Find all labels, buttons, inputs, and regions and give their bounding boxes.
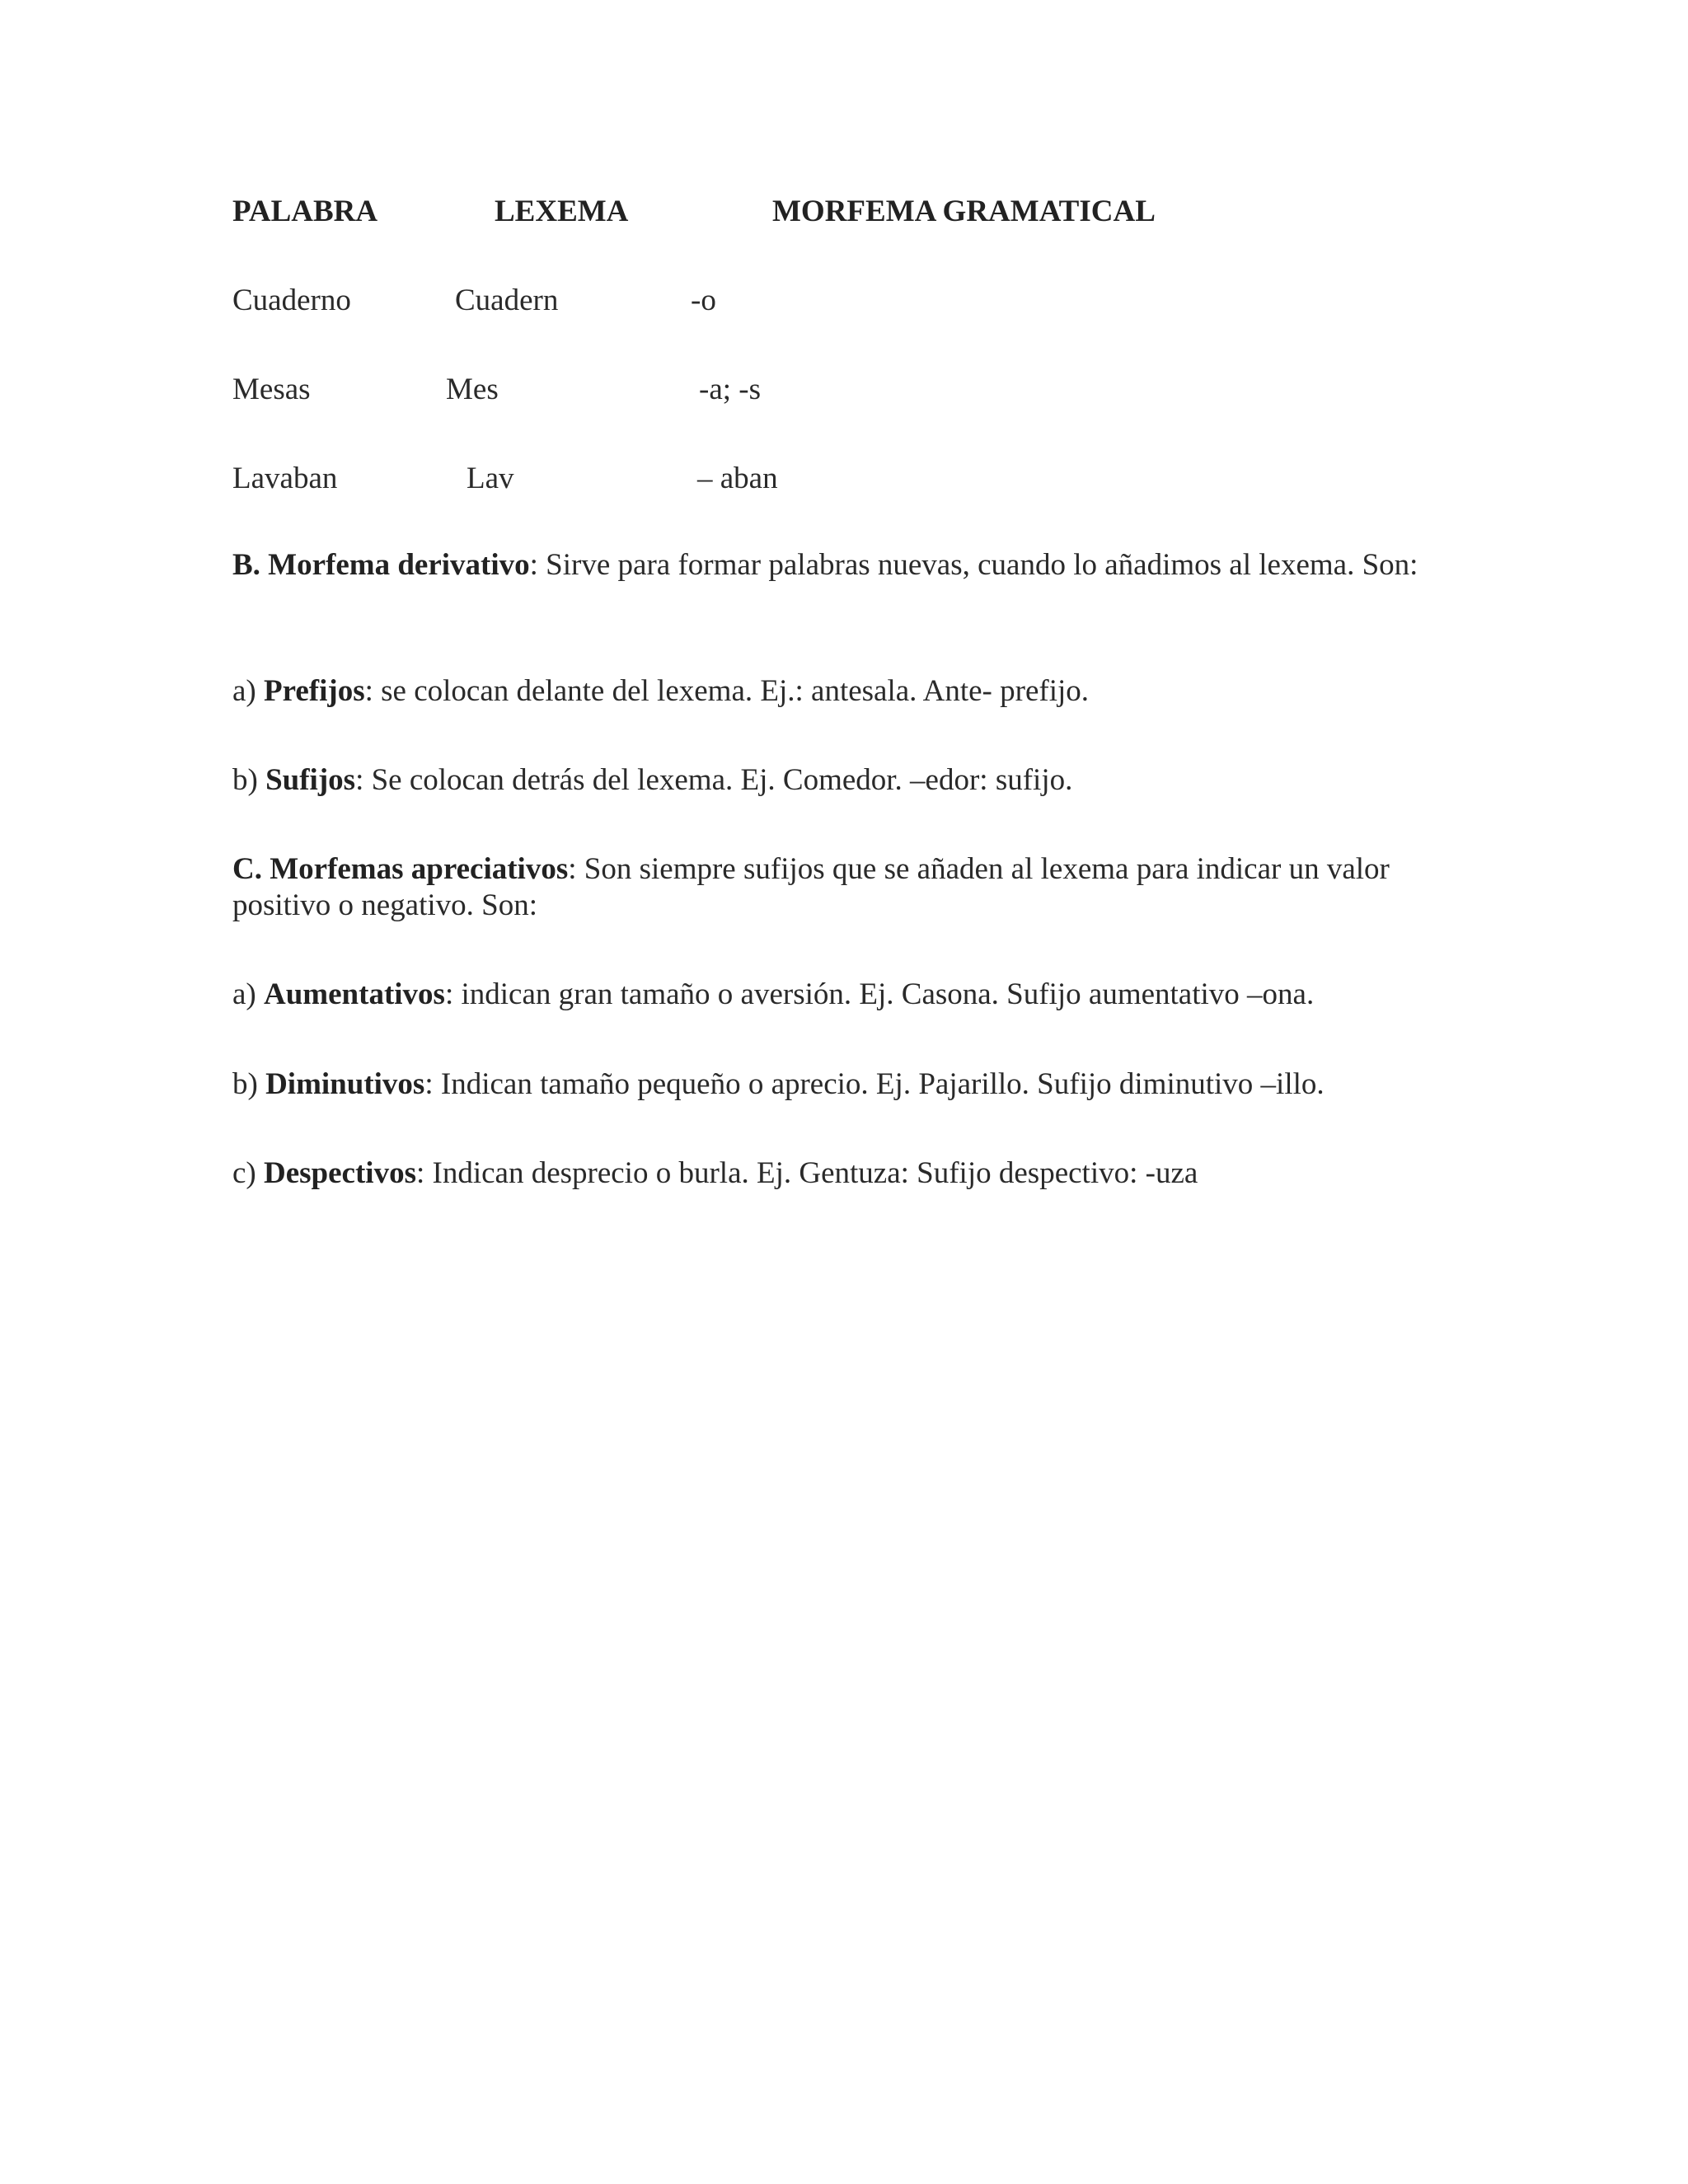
section-b-text: : Sirve para formar palabras nuevas, cuando lo añadimos al lexema. Son: [529,548,1418,582]
cell-palabra: Cuaderno [232,284,351,317]
section-b-paragraph [232,547,1436,583]
section-b-title: B. Morfema derivativo [232,548,530,582]
item-term: Prefijos [264,674,365,708]
item-sufijos [232,762,1436,799]
item-despectivos [232,1155,1436,1192]
cell-lexema: Mes [446,373,499,406]
item-text: : Se colocan detrás del lexema. Ej. Comedor. –edor: sufijo. [355,763,1073,797]
item-text: : indican gran tamaño o aversión. Ej. Casona. Sufijo aumentativo –ona. [444,977,1315,1011]
header-morfema-gramatical: MORFEMA GRAMATICAL [772,194,1156,228]
cell-morfema: -o [691,284,716,317]
cell-palabra: Lavaban [232,462,338,495]
item-diminutivos [232,1066,1436,1103]
section-c-paragraph [232,851,1403,924]
item-marker: b) [232,763,266,797]
item-prefijos [232,673,1436,710]
item-text: : Indican desprecio o burla. Ej. Gentuza: Sufijo despectivo: -uza [415,1156,1198,1190]
item-term: Aumentativos [264,977,445,1011]
item-term: Sufijos [265,763,356,797]
item-marker: b) [232,1067,266,1101]
cell-lexema: Cuadern [455,284,559,317]
item-aumentativos [232,977,1436,1013]
item-text: : Indican tamaño pequeño o aprecio. Ej. Pajarillo. Sufijo diminutivo –illo. [424,1067,1325,1101]
item-term: Despectivos [264,1156,416,1190]
item-marker: c) [232,1156,264,1190]
cell-morfema: – aban [697,462,778,495]
header-lexema: LEXEMA [495,194,629,228]
cell-lexema: Lav [467,462,514,495]
cell-morfema: -a; -s [699,373,761,406]
item-term: Diminutivos [265,1067,425,1101]
item-marker: a) [232,674,264,708]
cell-palabra: Mesas [232,373,311,406]
header-palabra: PALABRA [232,194,378,228]
section-c-title: C. Morfemas apreciativos [232,852,569,886]
item-text: : se colocan delante del lexema. Ej.: antesala. Ante- prefijo. [364,674,1089,708]
section-c-text: : Son siempre sufijos que se añaden al lexema para indicar un valor positivo o negativo. Son: [232,852,1390,922]
item-marker: a) [232,977,264,1011]
